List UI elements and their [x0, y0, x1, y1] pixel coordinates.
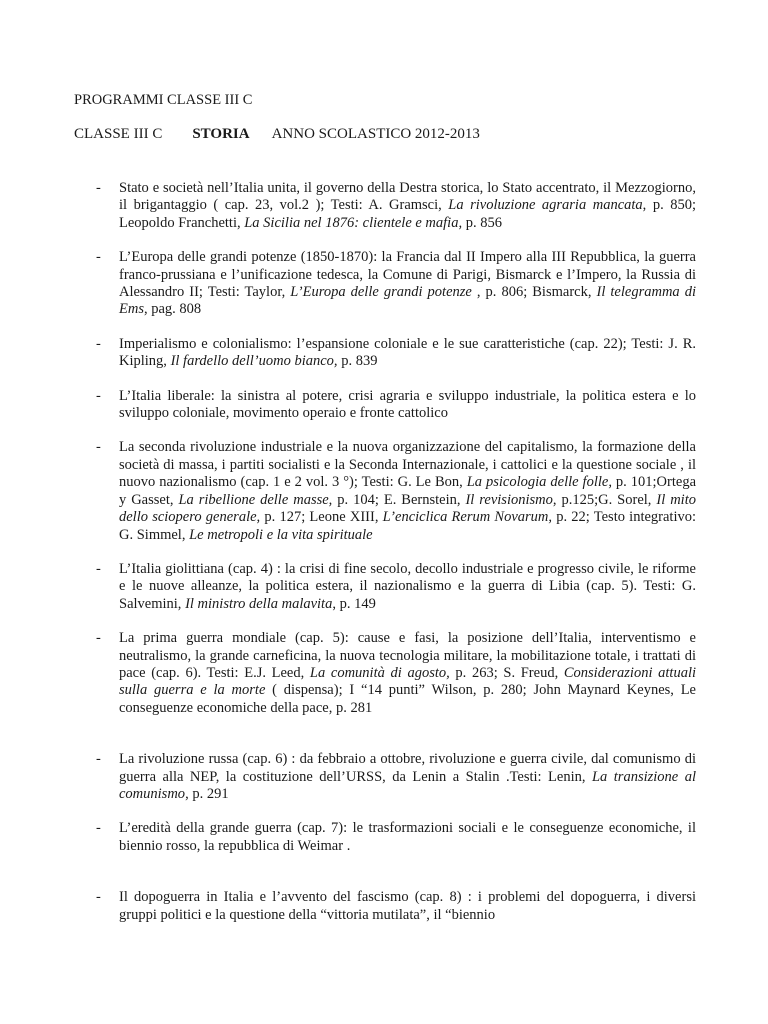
text-segment: La seconda rivoluzione industriale e la nuova organizzazione del capitalismo, la formazione della società di massa, i partiti socialisti e la Seconda Internazionale, i cattolici e la questione sociale , il nuovo nazionalismo (cap. 1 e 2 vol. 3 °); Testi: G. Le Bon, [119, 439, 696, 491]
list-item [96, 630, 696, 717]
work-title: La ribellione delle masse, [178, 491, 333, 508]
text-segment: L’eredità della grande guerra (cap. 7): le trasformazioni sociali e le conseguenze economiche, il biennio rosso, la repubblica di Weimar . [119, 820, 696, 854]
item-text [119, 439, 696, 543]
text-segment: L’Italia liberale: la sinistra al potere, crisi agraria e sviluppo industriale, la politica estera e lo sviluppo coloniale, movimento operaio e fronte cattolico [119, 387, 696, 422]
work-title: Il revisionismo [465, 491, 553, 508]
subject-label: STORIA [192, 126, 250, 142]
list-item [96, 180, 696, 232]
text-segment: , p. 149 [332, 595, 376, 612]
text-segment: p. 22; Testo integrativo: G. Simmel, [119, 509, 697, 543]
text-segment: p. 839 [337, 353, 378, 370]
program-list [96, 180, 696, 924]
work-title: L’enciclica Rerum Novarum, [382, 509, 553, 526]
text-segment: p. 856 [462, 214, 502, 231]
text-segment: , pag. 808 [143, 301, 202, 318]
bullet-dash: - [96, 889, 101, 906]
text-segment: La rivoluzione russa (cap. 6) : da febbraio a ottobre, rivoluzione e guerra civile, dal comunismo di guerra alla NEP, la costituzione dell’URSS, da Lenin a Stalin .Testi: Lenin, [119, 751, 696, 785]
item-text [119, 180, 696, 232]
list-item [96, 889, 696, 924]
bullet-dash: - [96, 560, 101, 577]
list-item [96, 561, 696, 613]
item-text [119, 820, 696, 855]
item-text [119, 561, 696, 613]
text-segment: L’Europa delle grandi potenze (1850-1870): la Francia dal II Impero alla III Repubblica, la guerra franco-prussiana e l’unificazione tedesca, la Comune di Parigi, Bismarck e l’Impero, la Russia di Alessandro II; Testi: Taylor, [119, 249, 696, 301]
work-title: Considerazioni attuali sulla guerra e la morte [119, 664, 697, 699]
work-title: La rivoluzione agraria mancata [448, 197, 643, 214]
work-title: La psicologia delle folle, [466, 474, 612, 491]
item-text [119, 889, 696, 924]
school-year: ANNO SCOLASTICO 2012-2013 [271, 126, 480, 142]
item-text [119, 388, 696, 423]
work-title: La Sicilia nel 1876: clientele e mafia, [244, 214, 463, 231]
text-segment: p. 101;Ortega y Gasset, [119, 474, 697, 508]
text-segment: p. 263; S. Freud, [449, 664, 564, 681]
work-title: La comunità di agosto, [309, 664, 450, 681]
text-segment: , p.125;G. Sorel, [552, 491, 657, 508]
bullet-dash: - [96, 335, 101, 352]
text-segment: , p. 850; Leopoldo Franchetti, [119, 197, 696, 231]
item-text [119, 751, 696, 803]
bullet-dash: - [96, 387, 101, 404]
bullet-dash: - [96, 249, 101, 266]
item-text [119, 630, 696, 717]
text-segment: Stato e società nell’Italia unita, il governo della Destra storica, lo Stato accentrato, il Mezzogiorno, il brigantaggio ( cap. 23, vol.2 ); Testi: A. Gramsci, [119, 180, 696, 214]
item-text [119, 249, 696, 319]
bullet-dash: - [96, 751, 101, 768]
text-segment: , p. 806; Bismarck, [471, 284, 597, 301]
work-title: L’Europa delle grandi potenze [290, 284, 472, 301]
text-segment: p. 127; Leone XIII, [260, 509, 383, 526]
bullet-dash: - [96, 630, 101, 647]
list-item [96, 249, 696, 319]
bullet-dash: - [96, 180, 101, 196]
item-text [119, 336, 696, 371]
bullet-dash: - [96, 439, 101, 456]
page-title: PROGRAMMI CLASSE III C [74, 92, 253, 108]
work-title: Il telegramma di Ems [119, 284, 696, 318]
text-segment: L’Italia giolittiana (cap. 4) : la crisi di fine secolo, decollo industriale e progresso civile, le riforme e le nuove alleanze, la politica estera, il nazionalismo e la guerra di Libia (cap. 5). Testi: G. Salvemini, [119, 560, 696, 612]
list-item [96, 439, 696, 543]
class-header [74, 126, 480, 143]
list-item [96, 751, 696, 803]
list-item [96, 388, 696, 423]
text-segment: p. 104; E. Bernstein, [332, 491, 466, 508]
bullet-dash: - [96, 820, 101, 837]
class-label: CLASSE III C [74, 126, 163, 142]
work-title: Il fardello dell’uomo bianco, [170, 353, 338, 370]
text-segment: Il dopoguerra in Italia e l’avvento del fascismo (cap. 8) : i problemi del dopoguerra, i diversi gruppi politici e la questione della “vittoria mutilata”, il “biennio [119, 889, 696, 923]
list-item [96, 820, 696, 855]
work-title: Il ministro della malavita [185, 595, 333, 612]
work-title: Il mito dello sciopero generale, [119, 491, 696, 526]
work-title: La transizione al comunismo [119, 768, 696, 802]
work-title: Le metropoli e la vita spirituale [189, 526, 373, 543]
text-segment: ( dispensa); I “14 punti” Wilson, p. 280; John Maynard Keynes, Le conseguenze economiche della pace, p. 281 [119, 682, 696, 716]
text-segment: La prima guerra mondiale (cap. 5): cause e fasi, la posizione dell’Italia, interventismo e neutralismo, la grande carneficina, la nuova tecnologia militare, la mobilitazione totale, i trattati di pace (cap. 6). Testi: E.J. Leed, [119, 630, 696, 681]
text-segment: , p. 291 [185, 785, 229, 802]
text-segment: Imperialismo e colonialismo: l’espansione coloniale e le sue caratteristiche (cap. 22); Testi: J. R. Kipling, [119, 335, 696, 370]
list-item [96, 336, 696, 371]
